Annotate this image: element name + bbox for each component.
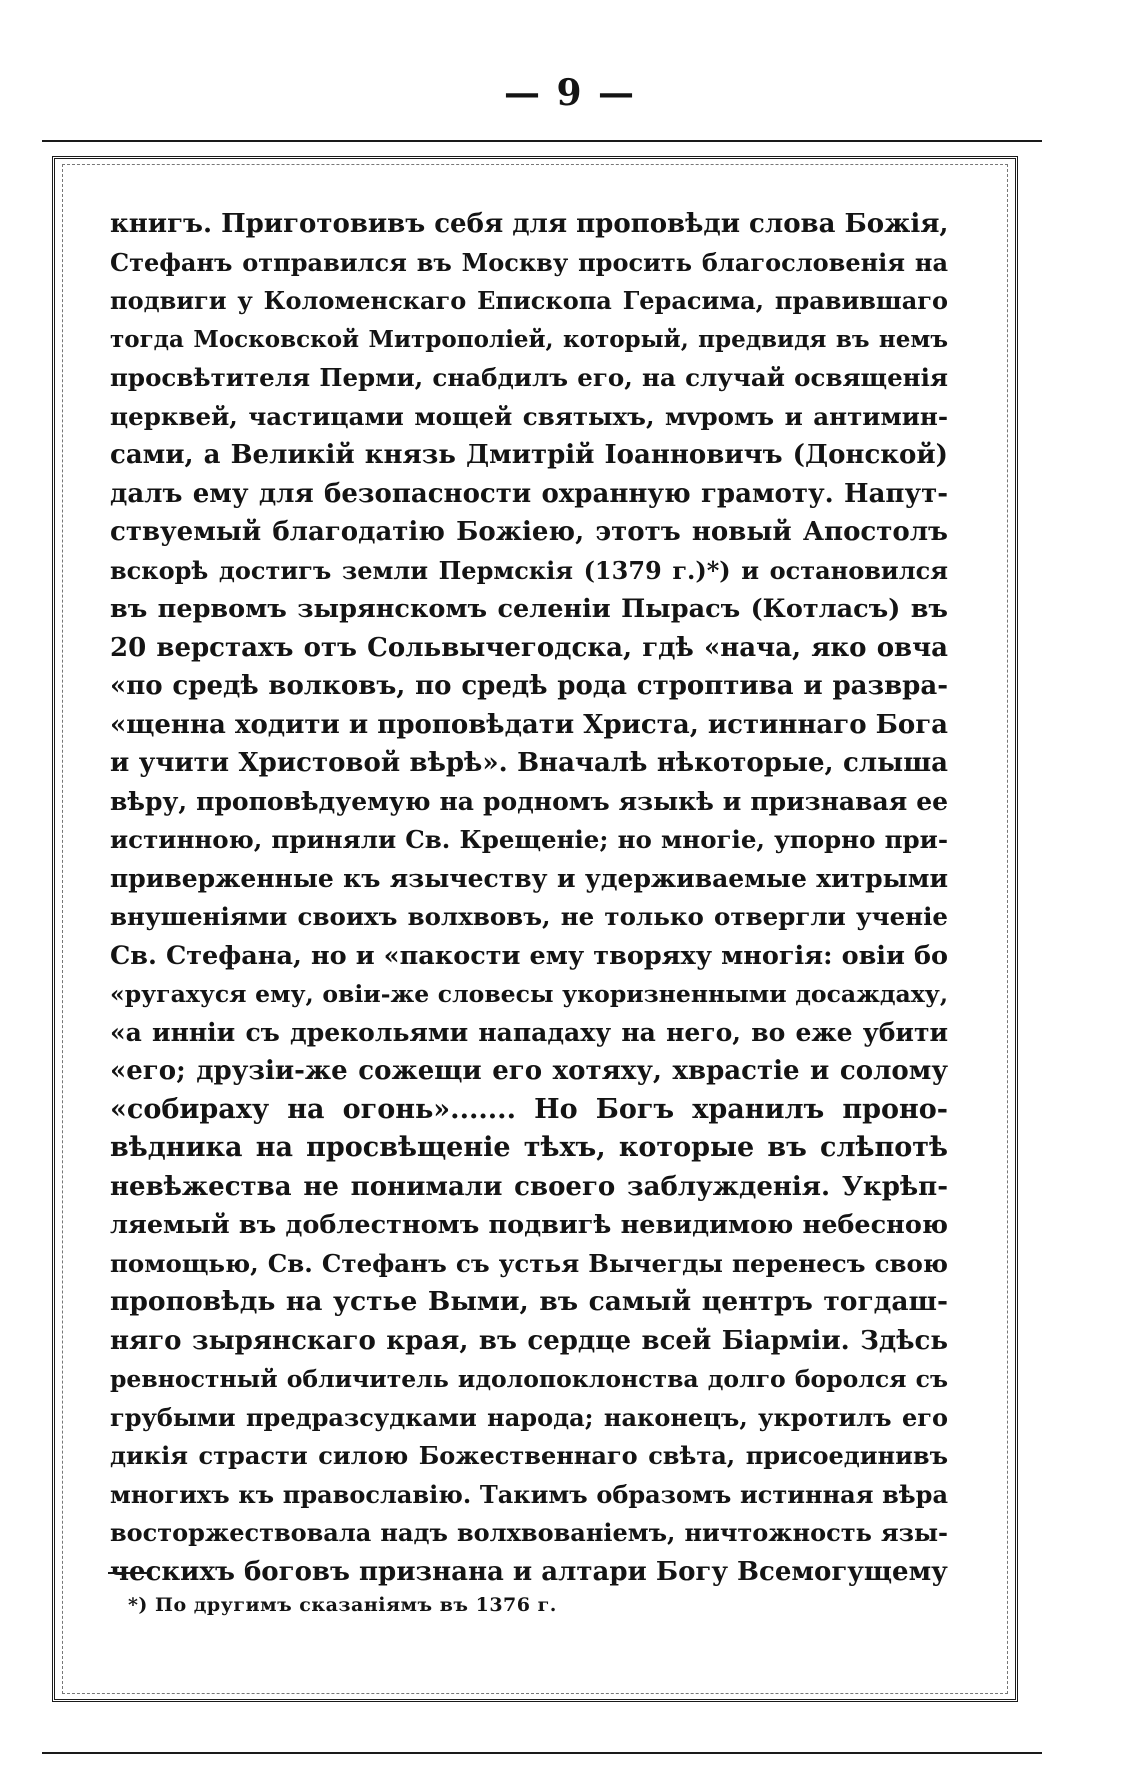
text-line: въ первомъ зырянскомъ селеніи Пырасъ (Котласъ) въ xyxy=(110,594,948,624)
text-line: невѣжества не понимали своего заблужденія. Укрѣп- xyxy=(110,1171,948,1202)
text-line: многихъ къ православію. Такимъ образомъ истинная вѣра xyxy=(110,1479,948,1509)
text-line: «его; друзіи-же сожещи его хотяху, хврастіе и солому xyxy=(110,1056,948,1086)
text-line: тогда Московской Митрополіей, который, предвидя въ немъ xyxy=(110,325,948,353)
text-line: книгъ. Приготовивъ себя для проповѣди слова Божія, xyxy=(110,209,948,239)
text-line: ческихъ боговъ признана и алтари Богу Всемогущему xyxy=(110,1556,948,1587)
text-line: далъ ему для безопасности охранную грамоту. Напут- xyxy=(110,478,948,509)
text-line: внушеніями своихъ волхвовъ, не только отвергли ученіе xyxy=(110,902,948,931)
footnote: *) По другимъ сказаніямъ въ 1376 г. xyxy=(128,1594,557,1616)
text-line: вскорѣ достигъ земли Пермскія (1379 г.)*) и остановился xyxy=(110,555,948,585)
text-line: восторжествовала надъ волхвованіемъ, ничтожность язы- xyxy=(110,1518,948,1547)
text-line: «по средѣ волковъ, по средѣ рода строптива и развра- xyxy=(110,671,948,701)
text-line: ствуемый благодатію Божіею, этотъ новый Апостолъ xyxy=(110,517,948,547)
text-line: помощью, Св. Стефанъ съ устья Вычегды перенесъ свою xyxy=(110,1248,948,1278)
text-line: «ругахуся ему, овіи-же словесы укоризненными досаждаху, xyxy=(110,980,948,1008)
text-line: ляемый въ доблестномъ подвигѣ невидимою небесною xyxy=(110,1210,948,1240)
text-line: Стефанъ отправился въ Москву просить благословенія на xyxy=(110,247,948,277)
text-line: «а инніи съ дрекольями нападаху на него, во еже убити xyxy=(110,1017,948,1047)
footnote-rule xyxy=(108,1572,150,1574)
text-line: приверженные къ язычеству и удерживаемые хитрыми xyxy=(110,863,948,893)
body-text xyxy=(110,205,948,1591)
text-line: подвиги у Коломенскаго Епископа Герасима, правившаго xyxy=(110,286,948,315)
text-line: просвѣтителя Перми, снабдилъ его, на случай освященія xyxy=(110,363,948,392)
top-rule xyxy=(42,140,1042,142)
text-line: няго зырянскаго края, въ сердце всей Біарміи. Здѣсь xyxy=(110,1325,948,1356)
text-line: «собираху на огонь»....... Но Богъ хранилъ проно- xyxy=(110,1093,948,1125)
text-line: проповѣдь на устье Выми, въ самый центръ тогдаш- xyxy=(110,1286,948,1317)
text-line: сами, а Великій князь Дмитрій Іоанновичъ (Донской) xyxy=(110,440,948,470)
text-line: истинною, приняли Св. Крещеніе; но многіе, упорно при- xyxy=(110,825,948,854)
text-line: грубыми предразсудками народа; наконецъ, укротилъ его xyxy=(110,1402,948,1432)
bottom-rule xyxy=(42,1752,1042,1754)
text-line: вѣдника на просвѣщеніе тѣхъ, которые въ слѣпотѣ xyxy=(110,1132,948,1163)
text-line: ревностный обличитель идолопоклонства долго боролся съ xyxy=(110,1365,948,1393)
text-line: Св. Стефана, но и «пакости ему творяху многія: овіи бо xyxy=(110,940,948,971)
text-line: 20 верстахъ отъ Сольвычегодска, гдѣ «нача, яко овча xyxy=(110,632,948,663)
text-line: и учити Христовой вѣрѣ». Вначалѣ нѣкоторые, слыша xyxy=(110,748,948,778)
page-number: — 9 — xyxy=(503,72,637,114)
text-line: вѣру, проповѣдуемую на родномъ языкѣ и признавая ее xyxy=(110,786,948,816)
text-line: церквей, частицами мощей святыхъ, мvромъ и антимин- xyxy=(110,401,948,431)
text-line: дикія страсти силою Божественнаго свѣта, присоединивъ xyxy=(110,1441,948,1470)
text-line: «щенна ходити и проповѣдати Христа, истиннаго Бога xyxy=(110,709,948,740)
